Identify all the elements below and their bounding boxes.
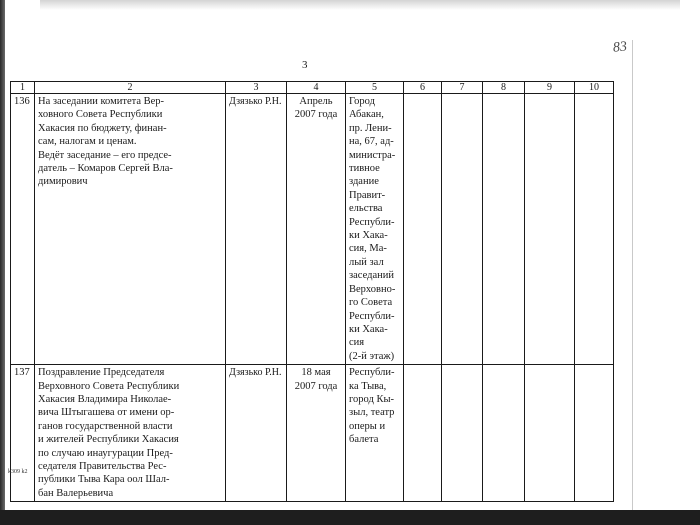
column-number: 9 [525, 82, 575, 94]
column-number: 5 [346, 82, 404, 94]
responsible-person: Дзязько Р.Н. [226, 94, 287, 365]
scan-top-shadow [40, 0, 680, 10]
row-number: 136 [11, 94, 35, 365]
column-number: 4 [287, 82, 346, 94]
empty-cell [442, 94, 483, 365]
scan-footer-mark: k309 k2 [8, 469, 28, 475]
events-table [10, 81, 614, 502]
column-number-row [11, 82, 614, 94]
event-date: 18 мая 2007 года [287, 365, 346, 502]
event-description: Поздравление Председателя Верховного Совета Республики Хакасия Владимира Николае- вича Штыгашева от имени ор- ганов государственной власти и жителей Республики Хакасия по случаю инаугурации Пред- седателя Правительства Рес- публики Тыва Кара оол Шал- бан Валерьевича [35, 365, 226, 502]
page-number: 3 [302, 59, 308, 71]
empty-cell [404, 94, 442, 365]
empty-cell [525, 365, 575, 502]
table-row [11, 94, 614, 365]
page-right-edge [632, 40, 633, 510]
column-number: 6 [404, 82, 442, 94]
archive-sheet-number: 83 [612, 39, 628, 56]
event-description: На заседании комитета Вер- ховного Совета Республики Хакасия по бюджету, финан- сам, налогам и ценам. Ведёт заседание – его предсе- датель – Комаров Сергей Вла- димирович [35, 94, 226, 365]
empty-cell [575, 365, 614, 502]
column-number: 7 [442, 82, 483, 94]
column-number: 10 [575, 82, 614, 94]
event-date: Апрель 2007 года [287, 94, 346, 365]
empty-cell [404, 365, 442, 502]
scan-left-edge [0, 0, 5, 525]
empty-cell [525, 94, 575, 365]
column-number: 2 [35, 82, 226, 94]
responsible-person: Дзязько Р.Н. [226, 365, 287, 502]
column-number: 1 [11, 82, 35, 94]
event-place: Республи- ка Тыва, город Кы- зыл, театр оперы и балета [346, 365, 404, 502]
empty-cell [442, 365, 483, 502]
column-number: 8 [483, 82, 525, 94]
event-place: Город Абакан, пр. Лени- на, 67, ад- министра- тивное здание Правит- ельства Республи- ки Хака- сия, Ма- лый зал заседаний Верховно- го Совета Республи- ки Хака- сия (2-й этаж) [346, 94, 404, 365]
scan-bottom-edge [0, 510, 700, 525]
empty-cell [575, 94, 614, 365]
table-row [11, 365, 614, 502]
row-number: 137 [11, 365, 35, 502]
empty-cell [483, 365, 525, 502]
empty-cell [483, 94, 525, 365]
column-number: 3 [226, 82, 287, 94]
